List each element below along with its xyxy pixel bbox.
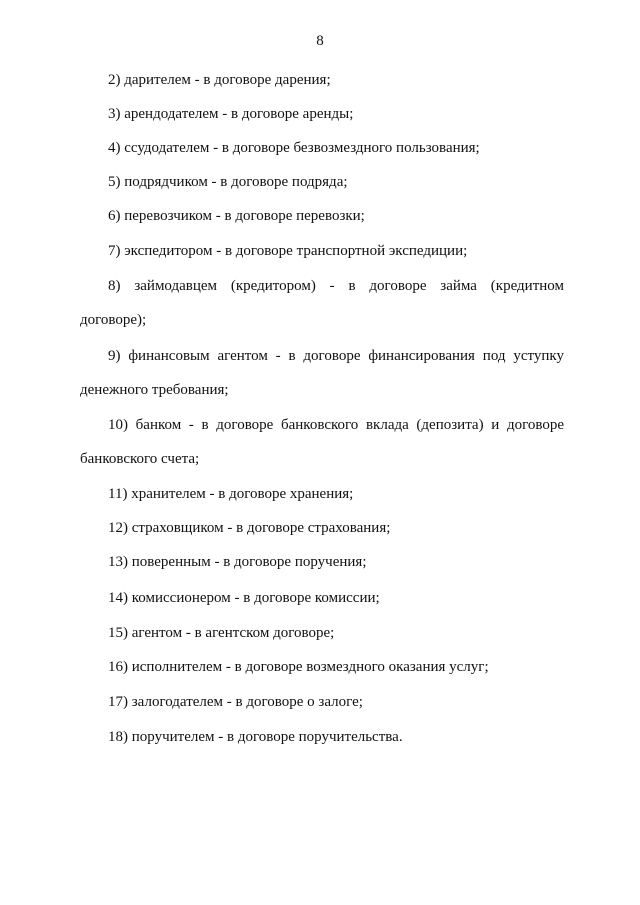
list-item <box>80 340 564 407</box>
list-item: 13) поверенным - в договоре поручения; <box>108 554 367 570</box>
list-item: 2) дарителем - в договоре дарения; <box>108 72 331 88</box>
list-item-line: договоре); <box>80 312 147 328</box>
list-item-line: 10) банком - в договоре банковского вклада (депозита) и договоре <box>108 417 564 433</box>
list-item: 16) исполнителем - в договоре возмездного оказания услуг; <box>108 659 489 675</box>
list-item-line: 8) займодавцем (кредитором) - в договоре займа (кредитном <box>108 278 564 294</box>
list-item: 6) перевозчиком - в договоре перевозки; <box>108 208 365 224</box>
list-item-line: 9) финансовым агентом - в договоре финансирования под уступку <box>108 348 564 364</box>
list-item: 4) ссудодателем - в договоре безвозмездного пользования; <box>108 140 480 156</box>
list-item <box>80 270 564 337</box>
list-item: 15) агентом - в агентском договоре; <box>108 625 335 641</box>
list-item <box>80 409 564 476</box>
list-item: 5) подрядчиком - в договоре подряда; <box>108 174 348 190</box>
list-item: 18) поручителем - в договоре поручительства. <box>108 729 403 745</box>
list-item-line: банковского счета; <box>80 451 200 467</box>
list-item: 11) хранителем - в договоре хранения; <box>108 486 354 502</box>
list-item: 12) страховщиком - в договоре страхования; <box>108 520 391 536</box>
page-number: 8 <box>316 33 324 49</box>
list-item: 7) экспедитором - в договоре транспортной экспедиции; <box>108 243 468 259</box>
list-item: 17) залогодателем - в договоре о залоге; <box>108 694 363 710</box>
list-item: 3) арендодателем - в договоре аренды; <box>108 106 354 122</box>
list-item-line: денежного требования; <box>80 382 229 398</box>
list-item: 14) комиссионером - в договоре комиссии; <box>108 590 380 606</box>
